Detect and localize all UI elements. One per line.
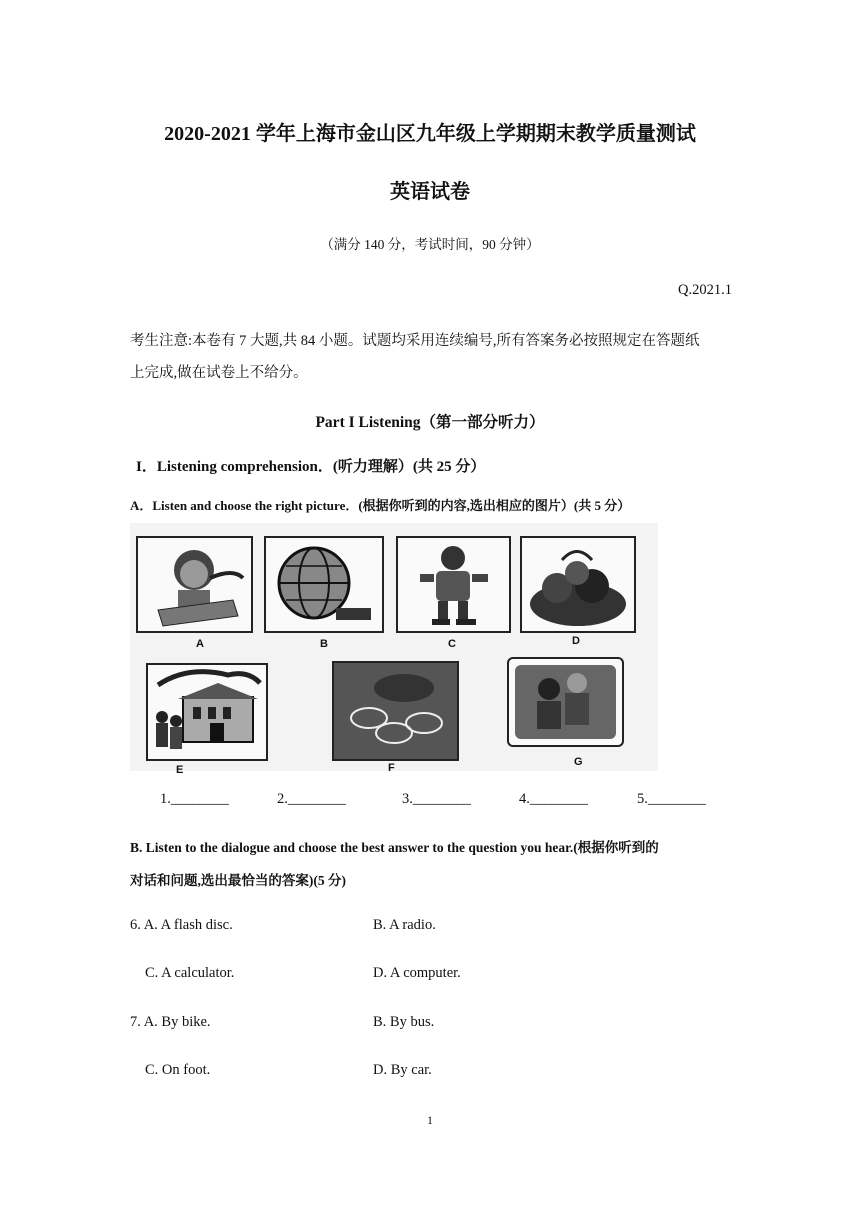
picture-d <box>520 536 636 633</box>
answer-blank-2[interactable]: 2.________ <box>277 791 346 807</box>
part-heading: Part I Listening（第一部分听力） <box>315 414 545 431</box>
picture-label-d: D <box>572 635 580 647</box>
answer-blank-1[interactable]: 1.________ <box>160 791 229 807</box>
answer-blank-4[interactable]: 4.________ <box>519 791 588 807</box>
picture-e <box>146 663 268 761</box>
q6-option-c: C. A calculator. <box>145 965 235 981</box>
picture-a <box>136 536 253 633</box>
q7-option-b: B. By bus. <box>373 1014 435 1030</box>
answer-blank-3[interactable]: 3.________ <box>402 791 471 807</box>
answer-blank-5[interactable]: 5.________ <box>637 791 706 807</box>
q6-option-a: 6. A. A flash disc. <box>130 917 233 933</box>
picture-label-a: A <box>196 638 204 650</box>
q6-option-b: B. A radio. <box>373 917 436 933</box>
page-title: 2020-2021 学年上海市金山区九年级上学期期末教学质量测试 <box>164 123 696 145</box>
exam-code: Q.2021.1 <box>678 282 732 298</box>
q7-option-a: 7. A. By bike. <box>130 1014 211 1030</box>
section-a-heading: A．Listen and choose the right picture．(根据你听到的内容,选出相应的图片）(共 5 分） <box>130 498 631 513</box>
notice-line-2: 上完成,做在试卷上不给分。 <box>130 365 308 381</box>
section-heading: I．Listening comprehension．(听力理解）(共 25 分） <box>136 459 486 475</box>
picture-g <box>507 657 624 747</box>
q7-option-d: D. By car. <box>373 1062 432 1078</box>
picture-label-e: E <box>176 764 184 776</box>
notice-line-1: 考生注意:本卷有 7 大题,共 84 小题。试题均采用连续编号,所有答案务必按照规定在答题纸 <box>130 333 700 349</box>
picture-label-b: B <box>320 638 328 650</box>
q7-option-c: C. On foot. <box>145 1062 211 1078</box>
picture-label-f: F <box>388 762 395 774</box>
picture-label-c: C <box>448 638 456 650</box>
picture-c <box>396 536 511 633</box>
score-info: （满分 140 分，考试时间，90 分钟） <box>320 237 540 252</box>
page-number: 1 <box>427 1113 433 1127</box>
picture-b <box>264 536 384 633</box>
section-b-heading-line-1: B. Listen to the dialogue and choose the best answer to the question you hear.(根据你听到的 <box>130 840 659 855</box>
page-subtitle: 英语试卷 <box>390 181 470 203</box>
picture-label-g: G <box>574 756 583 768</box>
picture-f <box>332 661 459 761</box>
section-b-heading-line-2: 对话和问题,选出最恰当的答案)(5 分) <box>130 873 346 888</box>
q6-option-d: D. A computer. <box>373 965 461 981</box>
picture-strip <box>130 523 658 776</box>
